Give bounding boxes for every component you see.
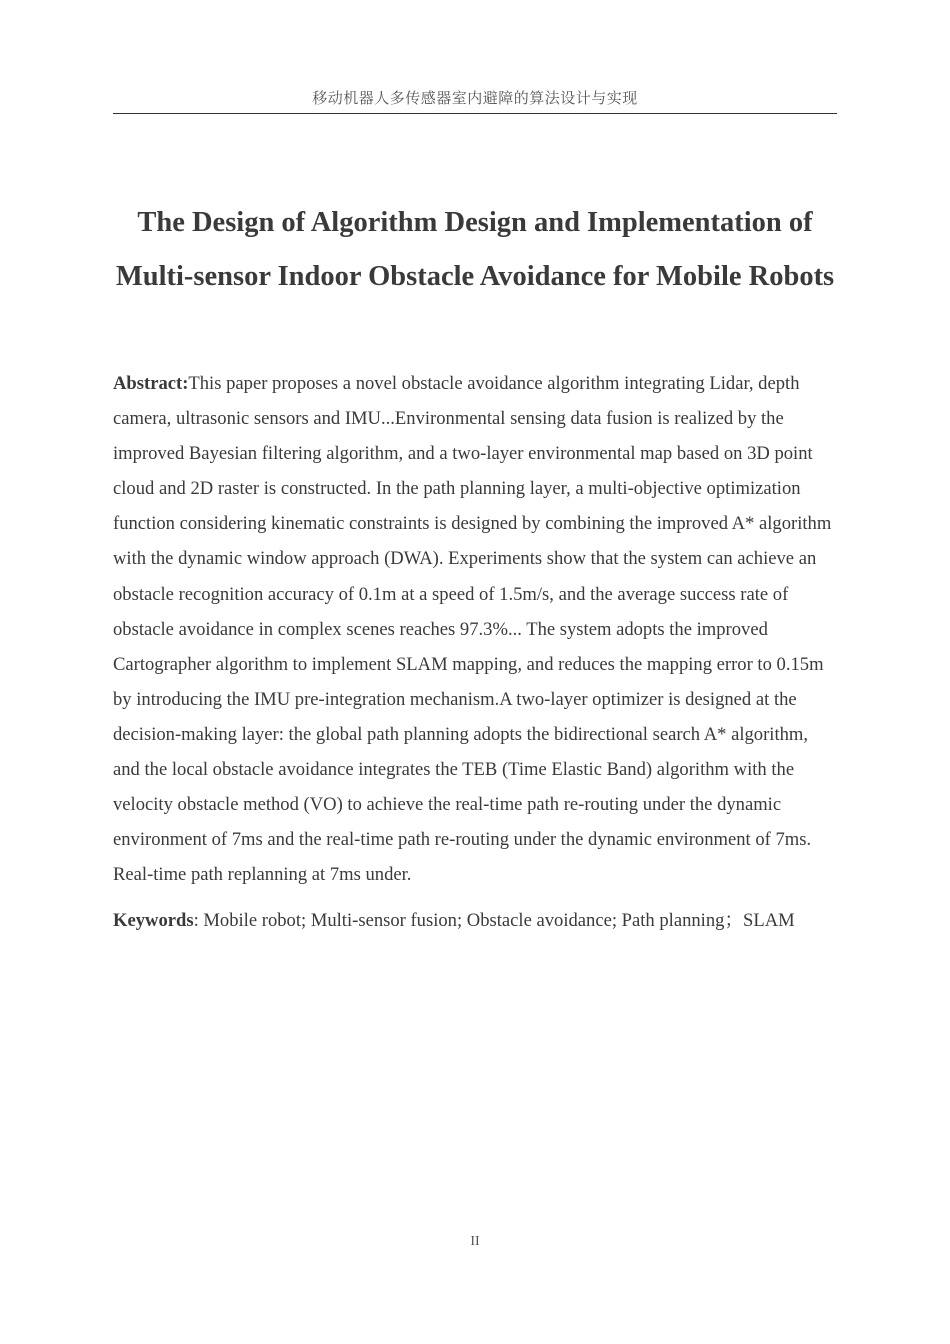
header-divider xyxy=(113,113,837,114)
page-number: II xyxy=(470,1234,480,1249)
abstract-paragraph xyxy=(113,366,837,892)
keywords-paragraph xyxy=(113,903,837,938)
abstract-label: Abstract: xyxy=(113,373,189,394)
running-header: 移动机器人多传感器室内避障的算法设计与实现 xyxy=(312,89,638,107)
keywords-text: : Mobile robot; Multi-sensor fusion; Obstacle avoidance; Path planning；SLAM xyxy=(193,910,795,931)
keywords-label: Keywords xyxy=(113,910,194,931)
abstract-text: This paper proposes a novel obstacle avoidance algorithm integrating Lidar, depth camera, ultrasonic sensors and IMU...Environmental sensing data fusion is realized by the improved Bayesian filtering algorithm, and a two-layer environmental map based on 3D point cloud and 2D raster is constructed. In the path planning layer, a multi-objective optimization function considering kinematic constraints is designed by combining the improved A* algorithm with the dynamic window approach (DWA). Experiments show that the system can achieve an obstacle recognition accuracy of 0.1m at a speed of 1.5m/s, and the average success rate of obstacle avoidance in complex scenes reaches 97.3%... The system adopts the improved Cartographer algorithm to implement SLAM mapping, and reduces the mapping error to 0.15m by introducing the IMU pre-integration mechanism.A two-layer optimizer is designed at the decision-making layer: the global path planning adopts the bidirectional search A* algorithm, and the local obstacle avoidance integrates the TEB (Time Elastic Band) algorithm with the velocity obstacle method (VO) to achieve the real-time path re-routing under the dynamic environment of 7ms and the real-time path re-routing under the dynamic environment of 7ms. Real-time path replanning at 7ms under. xyxy=(113,373,832,886)
page-title: The Design of Algorithm Design and Implementation of Multi-sensor Indoor Obstacle Avoidance for Mobile Robots xyxy=(115,207,835,292)
